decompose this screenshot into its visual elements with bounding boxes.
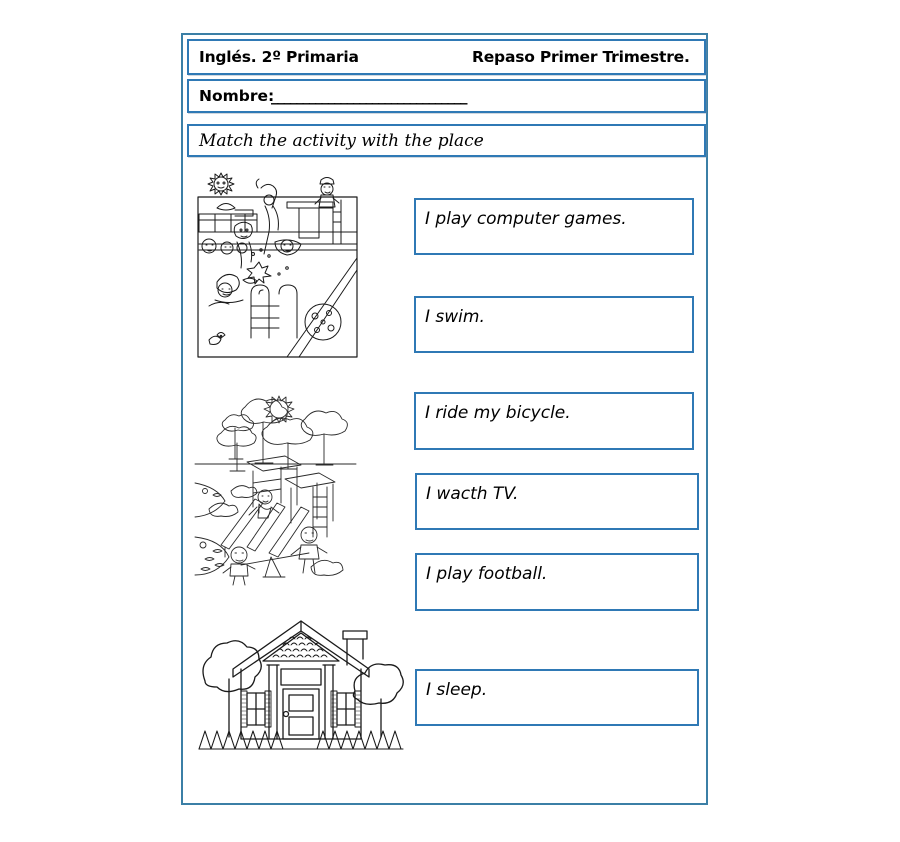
sentence-text: I ride my bicycle.	[425, 403, 571, 423]
park-playground-illustration	[193, 387, 358, 602]
child-poolside-figure	[234, 222, 252, 268]
worksheet-page	[181, 33, 708, 805]
seesaw	[241, 553, 309, 577]
rubber-duck	[209, 333, 225, 345]
sentence-text: I play football.	[426, 564, 548, 584]
grass-row	[199, 731, 403, 749]
playhouse-right	[285, 473, 335, 523]
bushes-group	[209, 486, 343, 576]
term-label: Repaso Primer Trimestre.	[472, 48, 690, 66]
instruction-box	[187, 124, 706, 157]
sentence-box[interactable]	[415, 669, 699, 726]
pond-lower	[195, 537, 229, 575]
sentence-box[interactable]	[415, 553, 699, 611]
sentence-text: I swim.	[425, 307, 485, 327]
header-course-box	[187, 39, 706, 75]
sentence-box[interactable]	[414, 392, 694, 450]
child-on-float-figure	[275, 240, 301, 255]
sentence-box[interactable]	[414, 296, 694, 353]
child-on-slide-figure	[249, 490, 279, 518]
beach-ball	[305, 304, 341, 340]
sentence-box[interactable]	[414, 198, 694, 255]
sentence-box[interactable]	[415, 473, 699, 530]
child-on-seesaw-figure	[223, 547, 255, 585]
pool-ladder	[251, 285, 297, 338]
window-right	[331, 691, 361, 727]
window-left	[241, 691, 271, 727]
instruction-text: Match the activity with the place	[199, 130, 484, 151]
trees-group	[217, 399, 347, 471]
front-door	[283, 689, 319, 739]
slide-right	[269, 507, 309, 557]
student-name-box[interactable]	[187, 79, 706, 113]
sun-shape	[208, 173, 234, 195]
slide-middle	[247, 503, 285, 551]
sentence-text: I play computer games.	[425, 209, 627, 229]
house-illustration	[197, 613, 405, 753]
swimming-pool-illustration	[195, 170, 360, 360]
name-blank-line[interactable]: _______________________________	[271, 87, 467, 105]
child-standing-figure	[291, 527, 327, 573]
lifeguard-figure	[315, 178, 339, 208]
course-label: Inglés. 2º Primaria	[199, 48, 359, 66]
sentence-text: I sleep.	[426, 680, 488, 700]
child-swimming-figure	[209, 274, 243, 306]
sentence-text: I wacth TV.	[426, 484, 519, 504]
name-label: Nombre:	[199, 87, 275, 105]
